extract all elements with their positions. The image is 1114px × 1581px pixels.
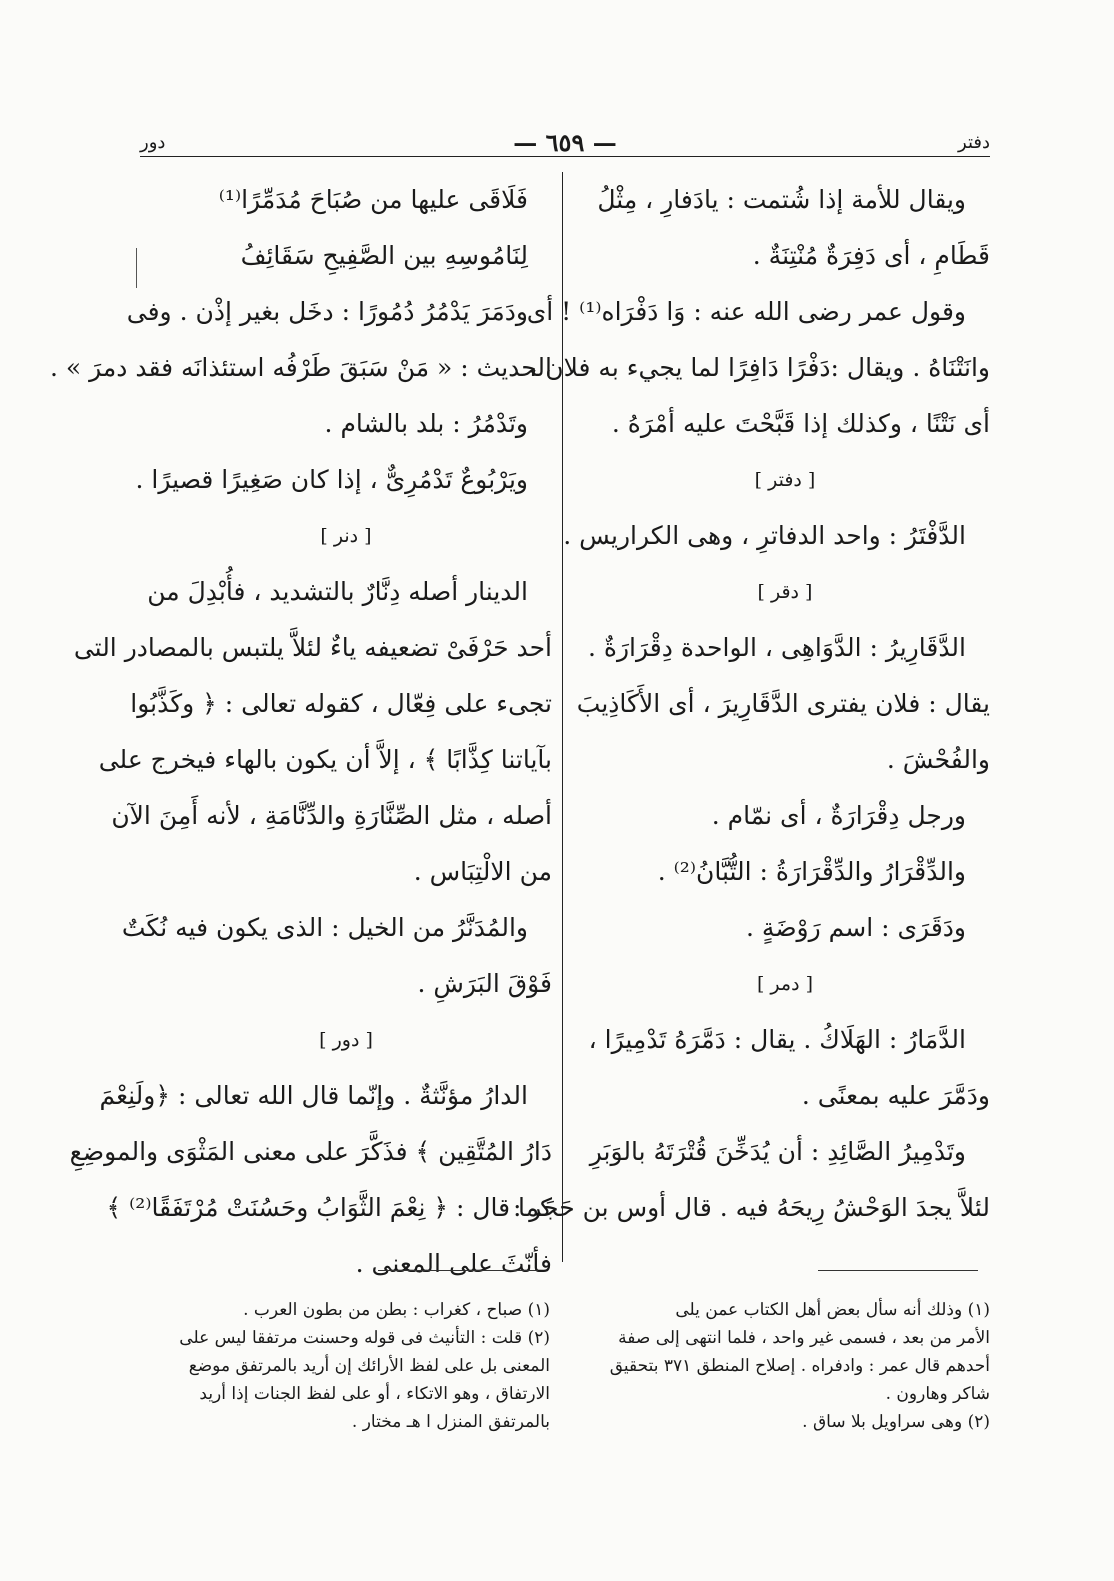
right-text-line: لئلاَّ يجدَ الوَحْشُ رِيحَهُ فيه . قال أوس بن حَجَر : <box>512 1193 990 1222</box>
right-text-line: يقال : فلان يفترى الدَّقَارِيرَ ، أى الأَكَاذِيبَ <box>576 689 990 718</box>
right-text-line: قَطَامِ ، أى دَفِرَةٌ مُنْتِنَةٌ . <box>752 241 990 270</box>
page-header <box>140 128 990 168</box>
right-text-line: وتَدْمِيرُ الصَّائِدِ : أن يُدَخِّنَ قُتْرَتَهُ بالوَبَرِ <box>589 1137 966 1166</box>
right-entry-heading: [ دقر ] <box>757 581 813 603</box>
left-footnote-line: المعنى بل على لفظ الأرائك إن أريد بالمرتفق موضع <box>188 1356 550 1376</box>
right-footnote-line: شاكر وهارون . <box>885 1384 990 1404</box>
left-text-line: الدينار أصله دِنَّارٌ بالتشديد ، فأُبْدِلَ من <box>147 577 528 606</box>
left-footnote-line: (٢) قلت : التأنيث فى قوله وحسنت مرتفقا ليس على <box>179 1328 550 1348</box>
right-text-line: وقول عمر رضى الله عنه : وَا دَفْرَاه⁽¹⁾ ! أى <box>526 297 966 326</box>
right-entry-heading: [ دمر ] <box>756 973 814 995</box>
left-text-line: دَارُ المُتَّقِين ﴾ فذَكَّرَ على معنى المَثْوَى والموضِعِ <box>69 1137 552 1166</box>
left-footnote-line: الارتفاق ، وهو الاتكاء ، أو على لفظ الجنات إذا أريد <box>199 1384 550 1404</box>
right-text-line: ودَقَرَى : اسم رَوْضَةٍ . <box>746 913 966 942</box>
right-text-line: الدَّقَارِيرُ : الدَّوَاهِى ، الواحدة دِقْرَارَةٌ . <box>587 633 966 662</box>
left-text-line: والمُدَنَّرُ من الخيل : الذى يكون فيه نُكَتٌ <box>121 913 528 942</box>
right-text-line: الدَّفْتَرُ : واحد الدفاترِ ، وهى الكراريس . <box>563 521 966 550</box>
footnote-rule-left <box>378 1270 538 1271</box>
left-column <box>49 172 552 1292</box>
left-text-line: وتَدْمُرُ : بلد بالشام . <box>324 409 528 438</box>
right-footnote-line: الأمر من بعد ، فسمى غير واحد ، فلما انتهى إلى صفة <box>618 1328 990 1348</box>
left-text-line: أحد حَرْفَىْ تضعيفه ياءٌ لئلاَّ يلتبس بالمصادر التى <box>73 633 552 662</box>
left-text-line: ودَمَرَ يَدْمُرُ دُمُورًا : دخَل بغير إذْن . وفى <box>126 297 528 326</box>
right-text-line: الدَّمَارُ : الهَلَاكُ . يقال : دَمَّرَهُ تَدْمِيرًا ، <box>588 1025 966 1054</box>
right-text-line: ويقال للأمة إذا شُتمت : يادَفارِ ، مِثْلُ <box>597 185 966 214</box>
header-rule <box>140 156 990 157</box>
left-entry-heading: [ دور ] <box>319 1029 373 1051</box>
left-footnote-line: (١) صباح ، كغراب : بطن من بطون العرب . <box>243 1300 550 1320</box>
left-text-line: لِنَامُوسِهِ بين الصَّفِيحِ سَقَائِفُ <box>240 241 528 270</box>
margin-mark <box>136 248 137 288</box>
right-footnote-line: (١) وذلك أنه سأل بعض أهل الكتاب عمن يلى <box>675 1300 990 1320</box>
footnotes-left <box>140 1296 550 1436</box>
running-head-right: دفتر <box>958 132 990 153</box>
right-footnote-line: أحدهم قال عمر : وادفراه . إصلاح المنطق ٣٧١ بتحقيق <box>609 1356 990 1376</box>
left-text-line: كما قال : ﴿ نِعْمَ الثَّوَابُ وحَسُنَتْ مُرْتَفَقًا⁽²⁾ ﴾ <box>106 1193 552 1222</box>
left-text-line: ويَرْبُوعٌ تَدْمُرِىٌّ ، إذا كان صَغِيرًا قصيرًا . <box>135 465 528 494</box>
right-text-line: والفُحْشَ . <box>886 745 990 774</box>
left-text-line: فأنّثَ على المعنى . <box>355 1249 552 1278</box>
right-text-line: أى نَتْنًا ، وكذلك إذا قَبَّحْتَ عليه أمْرَهُ . <box>611 409 990 438</box>
left-text-line: تجىء على فِعّال ، كقوله تعالى : ﴿ وكَذَّبُوا <box>130 689 552 718</box>
footnote-rule-right <box>818 1270 978 1271</box>
left-text-line: الدارُ مؤنَّثةٌ . وإنّما قال الله تعالى : ﴿ولَنِعْمَ <box>99 1081 528 1110</box>
left-text-line: بآياتنا كِذَّابًا ﴾ ، إلاَّ أن يكون بالهاء فيخرج على <box>98 745 552 774</box>
left-footnote-line: بالمرتفق المنزل ا هـ مختار . <box>351 1412 550 1432</box>
left-text-line: فَوْقَ البَرَشِ . <box>417 969 552 998</box>
left-text-line: من الالْتِبَاس . <box>413 857 552 886</box>
footnotes-right <box>582 1296 990 1436</box>
right-text-line: والدِّقْرَارُ والدِّقْرَارَةُ : التُّبَّانُ⁽²⁾ . <box>657 857 966 886</box>
right-footnote-line: (٢) وهى سراويل بلا ساق . <box>802 1412 990 1432</box>
running-head-left: دور <box>140 132 166 153</box>
right-text-line: وانَتْنَاهُ . ويقال :دَفْرًا دَافِرًا لما يجيء به فلان ، <box>529 353 990 382</box>
left-text-line: فَلَاقَى عليها من صُبَاحَ مُدَمِّرًا⁽¹⁾ <box>218 185 528 214</box>
right-text-line: ودَمَّرَ عليه بمعنًى . <box>801 1081 990 1110</box>
right-text-line: ورجل دِقْرَارَةٌ ، أى نمّام . <box>711 801 966 830</box>
right-entry-heading: [ دفتر ] <box>754 469 816 491</box>
right-column <box>512 172 990 1236</box>
left-text-line: الحديث : « مَنْ سَبَقَ طَرْفُه استئذانَه فقد دمرَ » . <box>49 353 552 382</box>
page-number: — ٦٥٩ — <box>513 128 617 157</box>
left-entry-heading: [ دنر ] <box>320 525 372 547</box>
left-text-line: أصله ، مثل الصِّنَّارَةِ والدِّنَّامَةِ ، لأنه أَمِنَ الآن <box>111 801 552 830</box>
